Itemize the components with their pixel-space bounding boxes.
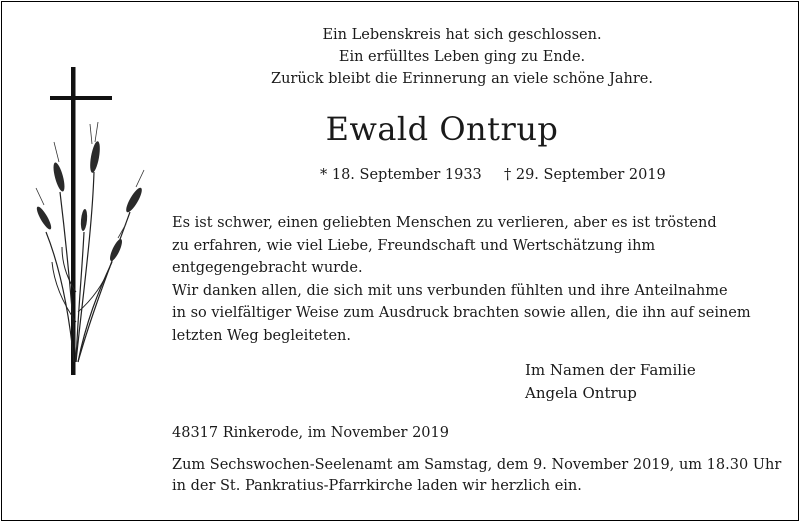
message-line: entgegengebracht wurde. xyxy=(172,260,363,276)
invitation-line: in der St. Pankratius-Pfarrkirche laden wir herzlich ein. xyxy=(172,478,582,494)
motto xyxy=(242,24,682,90)
motto-line: Ein erfülltes Leben ging zu Ende. xyxy=(338,49,586,65)
message-line: Wir danken allen, die sich mit uns verbunden fühlten und ihre Anteilnahme xyxy=(172,282,728,299)
invitation-line: Zum Sechswochen-Seelenamt am Samstag, dem 9. November 2019, um 18.30 Uhr xyxy=(172,457,782,473)
place-date: 48317 Rinkerode, im November 2019 xyxy=(172,425,449,441)
invitation xyxy=(172,455,792,497)
motto-line: Zurück bleibt die Erinnerung an viele schöne Jahre. xyxy=(271,71,653,87)
cross-with-wheat-icon xyxy=(32,62,172,392)
signature-name: Angela Ontrup xyxy=(525,384,637,402)
birth-date: * 18. September 1933 xyxy=(320,167,482,183)
message-line: Es ist schwer, einen geliebten Menschen zu verlieren, aber es ist tröstend xyxy=(172,215,717,231)
message-line: in so vielfältiger Weise zum Ausdruck brachten sowie allen, die ihn auf seinem xyxy=(172,305,751,321)
signature xyxy=(525,359,785,405)
obituary-notice xyxy=(1,1,799,521)
deceased-name: Ewald Ontrup xyxy=(325,110,559,148)
message-line: zu erfahren, wie viel Liebe, Freundschaft und Wertschätzung ihm xyxy=(172,237,656,254)
message-line: letzten Weg begleiteten. xyxy=(172,327,351,344)
death-date: † 29. September 2019 xyxy=(504,167,666,183)
message-body xyxy=(172,212,792,347)
motto-line: Ein Lebenskreis hat sich geschlossen. xyxy=(322,27,602,43)
signature-line: Im Namen der Familie xyxy=(525,361,696,379)
